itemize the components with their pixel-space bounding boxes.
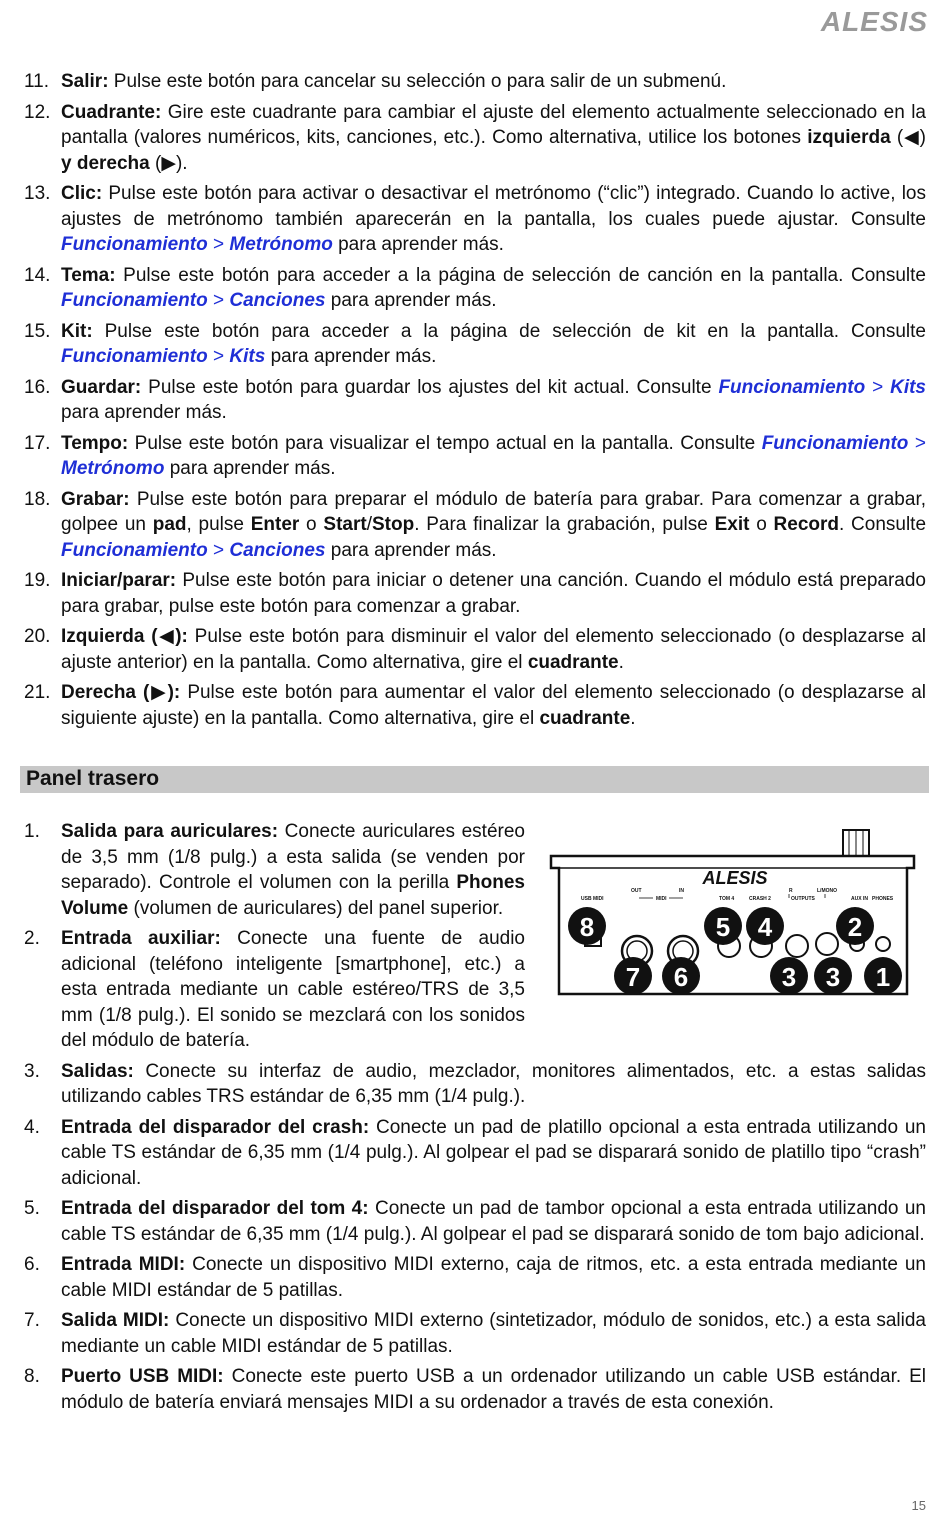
svg-text:8: 8 — [579, 912, 595, 942]
item-number: 12. — [24, 101, 51, 123]
item-text: Exit — [714, 514, 750, 535]
list-item — [0, 1252, 950, 1303]
label-in: IN — [679, 888, 684, 894]
item-text: > — [207, 346, 230, 367]
item-text: Tema: — [61, 264, 116, 286]
section-header — [20, 766, 929, 793]
item-text: > — [908, 432, 926, 454]
item-text: Pulse este botón para guardar los ajustes del kit actual. Consulte — [141, 376, 719, 398]
panel-brand: ALESIS — [702, 868, 768, 888]
item-number: 14. — [24, 264, 51, 286]
rear-panel-diagram — [545, 826, 920, 1006]
item-text: ( — [149, 152, 162, 174]
cross-reference-link[interactable]: Canciones — [229, 539, 326, 561]
list-item — [0, 487, 950, 564]
label-usb: USB MIDI — [581, 896, 604, 902]
label-outputs: OUTPUTS — [791, 896, 815, 902]
item-text: . Consulte — [839, 514, 927, 535]
item-text: Stop — [371, 514, 415, 535]
item-text: (volumen de auriculares) del panel superior. — [128, 897, 504, 919]
item-text: Record — [773, 514, 839, 535]
item-text: cuadrante — [527, 651, 619, 673]
item-number: 4. — [24, 1116, 40, 1138]
brand-logo: ALESIS — [820, 6, 928, 37]
item-number: 2. — [24, 928, 40, 949]
item-text: Guardar: — [61, 376, 142, 398]
item-number: 19. — [24, 570, 51, 591]
label-lmono: L/MONO — [817, 888, 837, 894]
item-text: ▶ — [161, 152, 176, 174]
item-text: ( — [890, 127, 904, 148]
item-number: 21. — [24, 682, 51, 703]
item-text: Conecte un pad de platillo opcional a esta entrada utilizando un cable TS estándar de 6,35 mm (1/4 pulg.). Al golpear el pad se disparará sonido de platillo tipo “crash” adicional. — [61, 1116, 927, 1189]
item-text: Enter — [250, 514, 300, 535]
item-text: Entrada MIDI: — [61, 1254, 186, 1275]
button-list — [0, 69, 950, 736]
cross-reference-link[interactable]: Kits — [890, 376, 927, 398]
label-crash2: CRASH 2 — [749, 896, 771, 902]
item-text: Clic: — [61, 183, 103, 204]
item-text: Puerto USB MIDI: — [61, 1366, 224, 1387]
label-phones: PHONES — [872, 896, 894, 902]
list-item — [0, 181, 950, 258]
item-text: para aprender más. — [332, 234, 504, 255]
list-item — [0, 1364, 950, 1415]
item-text: Conecte auriculares estéreo de 3,5 mm (1/8 pulg.) a esta salida (se venden por separado). Controle el volumen con la perilla — [61, 821, 525, 893]
label-midi: MIDI — [656, 896, 667, 902]
item-text: > — [207, 290, 230, 311]
item-text: Conecte una fuente de audio adicional (teléfono inteligente [smartphone], etc.) a esta entrada mediante un cable estéreo/TRS de 3,5 mm (1/8 pulg.). El sonido se mezclará con los sonidos del módulo de batería. — [61, 928, 526, 1051]
item-text: para aprender más. — [61, 402, 227, 423]
item-text: Phones Volume — [61, 872, 525, 919]
list-item — [0, 319, 950, 370]
item-number: 1. — [24, 821, 40, 842]
item-number: 5. — [24, 1198, 40, 1219]
list-item — [0, 263, 950, 314]
list-item — [0, 1059, 950, 1110]
cross-reference-link[interactable]: Funcionamiento — [761, 432, 909, 454]
item-text: pad — [152, 514, 187, 535]
svg-text:4: 4 — [757, 912, 773, 942]
cross-reference-link[interactable]: Funcionamiento — [61, 234, 208, 255]
svg-text:7: 7 — [625, 962, 641, 992]
cross-reference-link[interactable]: Funcionamiento — [718, 376, 866, 398]
item-text: para aprender más. — [325, 290, 497, 311]
phones-port — [876, 937, 890, 951]
label-aux: AUX IN — [851, 896, 868, 902]
item-text: Start — [323, 514, 367, 535]
item-text: Conecte un dispositivo MIDI externo, caja de ritmos, etc. a esta entrada mediante un cable MIDI estándar de 5 patillas. — [61, 1254, 926, 1301]
section-title: Panel trasero — [26, 767, 160, 790]
output-l-port — [816, 933, 838, 955]
item-number: 3. — [24, 1060, 40, 1082]
list-item — [0, 69, 950, 95]
cross-reference-link[interactable]: Metrónomo — [229, 234, 333, 255]
cross-reference-link[interactable]: Metrónomo — [61, 458, 165, 479]
list-item — [0, 624, 950, 675]
item-text: > — [207, 539, 230, 561]
item-text: Kit: — [61, 320, 93, 342]
item-text: . Para finalizar la grabación, pulse — [414, 514, 715, 535]
list-item — [0, 1308, 950, 1359]
item-number: 15. — [24, 320, 51, 342]
item-text: ◀ — [903, 127, 920, 148]
item-text: o — [299, 514, 324, 535]
item-text: Salidas: — [61, 1060, 134, 1082]
svg-text:6: 6 — [673, 962, 689, 992]
item-text: Pulse este botón para aumentar el valor del elemento seleccionado (o desplazarse al siguiente ajuste) en la pantalla. Como alternativa, gire el — [61, 682, 926, 729]
item-text: Entrada del disparador del tom 4: — [61, 1198, 369, 1219]
item-text: Salir: — [61, 71, 109, 92]
item-number: 6. — [24, 1254, 40, 1275]
cross-reference-link[interactable]: Canciones — [229, 290, 326, 311]
item-text: > — [207, 234, 230, 255]
item-text: para aprender más. — [164, 458, 336, 479]
item-text: Pulse este botón para activar o desactivar el metrónomo (“clic”) integrado. Cuando lo active, los ajustes de metrónomo también aparecerán en la pantalla, los cuales puede ajustar. Consulte — [61, 183, 926, 230]
list-item — [0, 1115, 950, 1192]
item-number: 17. — [24, 432, 51, 454]
item-number: 7. — [24, 1310, 40, 1331]
item-text: Pulse este botón para iniciar o detener una canción. Cuando el módulo está preparado para grabar, pulse este botón para comenzar a grabar. — [61, 570, 926, 617]
cross-reference-link[interactable]: Funcionamiento — [61, 539, 208, 561]
item-text: ) — [919, 127, 926, 148]
item-text: Entrada del disparador del crash: — [61, 1116, 370, 1138]
item-text: Gire este cuadrante para cambiar el ajuste del elemento actualmente seleccionado en la pantalla (valores numéricos, kits, canciones, etc.). Como alternativa, utilice los botones — [61, 101, 926, 148]
item-number: 16. — [24, 376, 51, 398]
item-number: 13. — [24, 183, 51, 204]
item-text: / — [366, 514, 372, 535]
list-item — [0, 431, 950, 482]
item-text: Salida MIDI: — [61, 1310, 170, 1331]
item-text: izquierda — [807, 127, 891, 148]
cross-reference-link[interactable]: Kits — [229, 346, 266, 367]
list-item — [0, 375, 950, 426]
page-number: 15 — [911, 1498, 926, 1513]
item-text: para aprender más. — [325, 539, 497, 561]
item-number: 18. — [24, 488, 51, 510]
list-item — [0, 568, 950, 619]
svg-text:5: 5 — [715, 912, 731, 942]
item-text: Derecha (▶): — [61, 682, 181, 703]
item-text: Conecte un dispositivo MIDI externo (sintetizador, módulo de sonidos, etc.) a esta salida mediante un cable MIDI estándar de 5 patillas. — [61, 1310, 926, 1357]
item-text: para aprender más. — [265, 346, 437, 367]
item-text: Pulse este botón para visualizar el tempo actual en la pantalla. Consulte — [128, 432, 762, 454]
item-number: 20. — [24, 626, 51, 647]
label-out: OUT — [631, 888, 642, 894]
list-item — [0, 680, 950, 731]
item-text: Grabar: — [61, 488, 130, 510]
cross-reference-link[interactable]: Funcionamiento — [61, 290, 208, 311]
item-text: Salida para auriculares: — [61, 821, 279, 842]
item-text: . — [630, 707, 636, 729]
item-text: ). — [175, 152, 188, 174]
list-item — [0, 100, 950, 177]
item-text: Conecte su interfaz de audio, mezclador, monitores alimentados, etc. a estas salidas utilizando cables TRS estándar de 6,35 mm (1/4 pulg.). — [61, 1060, 926, 1107]
item-text: Izquierda (◀): — [61, 626, 188, 647]
item-number: 8. — [24, 1366, 40, 1387]
item-text: Conecte un pad de tambor opcional a esta entrada utilizando un cable TS estándar de 6,35 mm (1/4 pulg.). Al golpear el pad se disparará sonido de tom bajo adicional. — [61, 1198, 926, 1245]
item-text: Entrada auxiliar: — [61, 928, 221, 949]
svg-text:1: 1 — [875, 962, 891, 992]
item-text: Pulse este botón para acceder a la página de selección de canción en la pantalla. Consulte — [115, 264, 926, 286]
item-text: y derecha — [61, 152, 150, 174]
item-number: 11. — [24, 71, 50, 92]
output-r-port — [786, 935, 808, 957]
cross-reference-link[interactable]: Funcionamiento — [61, 346, 208, 367]
item-text: o — [749, 514, 774, 535]
list-item — [0, 1196, 950, 1247]
item-text: Pulse este botón para preparar el módulo de batería para grabar. Para comenzar a grabar, golpee un — [61, 488, 926, 535]
item-text: Pulse este botón para cancelar su selección o para salir de un submenú. — [108, 71, 727, 92]
item-text: cuadrante — [539, 707, 631, 729]
item-text: Iniciar/parar: — [61, 570, 177, 591]
svg-text:3: 3 — [825, 962, 841, 992]
svg-text:3: 3 — [781, 962, 797, 992]
item-text: . — [618, 651, 624, 673]
label-tom4: TOM 4 — [719, 896, 735, 902]
item-text: , pulse — [186, 514, 251, 535]
item-text: Pulse este botón para disminuir el valor del elemento seleccionado (o desplazarse al ajuste anterior) en la pantalla. Como alternativa, gire el — [61, 626, 926, 673]
item-text: > — [865, 376, 891, 398]
svg-text:2: 2 — [847, 912, 863, 942]
item-text: Cuadrante: — [61, 101, 162, 123]
label-r: R — [789, 888, 793, 894]
item-text: Tempo: — [61, 432, 129, 454]
item-text: Conecte este puerto USB a un ordenador utilizando un cable USB estándar. El módulo de batería enviará mensajes MIDI a su ordenador a través de esta conexión. — [61, 1366, 926, 1413]
item-text: Pulse este botón para acceder a la página de selección de kit en la pantalla. Consulte — [92, 320, 926, 342]
